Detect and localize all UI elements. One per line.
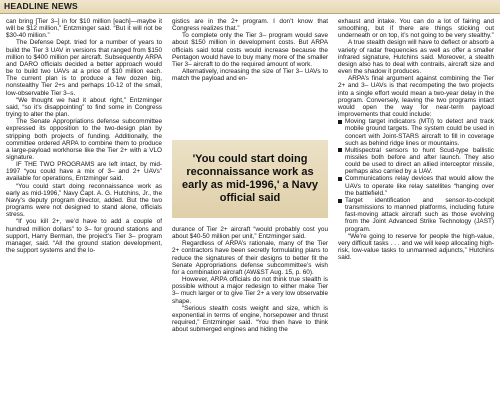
section-header-label: HEADLINE NEWS [4,1,78,11]
paragraph: “We thought we had it about right,” Entzminger said, “so it’s disappointing” to find some in Congress trying to alter the plan. [6,96,162,119]
paragraph: can bring [Tier 3–] in for $10 million [each]—maybe it will be $12 million,” Entzminger said. “But it will not be $30-40 million.” [6,18,162,40]
paragraph: IF THE TWO PROGRAMS are left intact, by mid-1997 “you could have a mix of 3– and 2+ UAVs” available for operations, Entzminger said. [6,161,162,183]
bullet-item [338,197,494,233]
paragraph: exhaust and intake. You can do a lot of fairing and smoothing, but if there are things sticking out underneath or on top, it’s not going to be very stealthy.” [338,18,494,40]
paragraph: “We’re going to reserve for people the high-value, very difficult tasks . . . and we will keep allocating high-risk, low-value tasks to unmanned adjuncts,” Hutchins said. [338,232,494,262]
section-header-band [0,0,500,14]
article-column-3 [338,18,494,406]
paragraph: “You could start doing reconnaissance work as early as mid-1996,” Navy Capt. A. G. Hutchins, Jr., the Navy’s deputy program director, added. But the two programs were not designed to stand alone, officials stress. [6,182,162,219]
article-column-2-top [172,18,328,136]
paragraph: “If you kill 2+, we’d have to add a couple of hundred million dollars” to 3– for ground stations and support, Harry Berman, the project’s Tier 3– program manager, said. “All the ground station development, the support systems and the lo- [6,218,162,254]
article-column-1 [6,18,162,406]
paragraph: A true stealth design will have to deflect or absorb a variety of radar frequencies as well as offer a smaller infrared signature, Hutchins said. Moreover, a stealth design also has to deal with contrails, aircraft size and even the shadow it produces. [338,39,494,76]
square-bullet-icon [338,120,342,124]
bullet-text: Moving target indicators (MTI) to detect and track mobile ground targets. The system could be used in concert with Joint-STARS aircraft to fill in coverage such as behind ridge lines or mountains. [345,118,494,147]
bullet-text: Communications relay devices that would allow the UAVs to operate like relay satellites “hanging over the battlefield.” [345,175,494,197]
bullet-text: Multispectral sensors to hunt Scud-type ballistic missiles both before and after launch. They also could be used to direct an allied interceptor missile, perhaps also carried by a UAV. [345,146,494,176]
paragraph: gistics are in the 2+ program. I don’t know that Congress realizes that.” [172,18,328,33]
paragraph: Alternatively, increasing the size of Tier 3– UAVs to match the payload and en- [172,68,328,83]
paragraph: “Serious stealth costs weight and size, which is exponential in terms of engine, horsepower and thrust required,” Entzminger said. “You then have to think about submerged engines and hiding the [172,304,328,334]
pull-quote-box [172,140,328,218]
square-bullet-icon [338,148,342,152]
paragraph: To complete only the Tier 3– program would save about $150 million in development costs. But ARPA officials said total costs would increase because the Pentagon would have to buy many more of the smaller Tier 3– aircraft to do the required amount of work. [172,32,328,68]
paragraph: Regardless of ARPA’s rationale, many of the Tier 2+ contractors have been secretly formulating plans to reduce the signatures of their designs to better fit the Senate Appropriations defense subcommittee’s wish for a combination aircraft (AW&ST Aug. 15, p. 60). [172,240,328,276]
paragraph: However, ARPA officials do not think true stealth is possible without a major redesign to either make Tier 3– much larger or to give Tier 2+ a very low observable shape. [172,276,328,305]
paragraph: The Senate Appropriations defense subcommittee expressed its opposition to the two-design plan by stripping both projects of funding. Additionally, the committee ordered ARPA to combine them to produce a large-payload workhorse like the Tier 2+ with a VLO signature. [6,118,162,161]
paragraph: durance of Tier 2+ aircraft “would probably cost you about $40-50 million per unit,” Entzminger said. [172,226,328,241]
pull-quote-text: 'You could start doing reconnaissance work as early as mid-1996,' a Navy official said [182,153,318,204]
paragraph: The Defense Dept. tried for a number of years to build the Tier 3 UAV in versions that ranged from $150 million to $400 million per aircraft. Subsequently ARPA and DARO officials decided a better approach would be to build two UAVs at a price of $10 million each. The current plan is to produce a few dozen big, nonstealthy Tier 2+s and perhaps 10-12 of the small, low-observable Tier 3–s. [6,39,162,97]
bullet-item [338,147,494,176]
square-bullet-icon [338,177,342,181]
square-bullet-icon [338,199,342,203]
bullet-item [338,118,494,147]
paragraph: ARPA’s final argument against combining the Tier 2+ and 3– UAVs is that recompeting the two projects into a single effort would mean a two-year delay in the program. Conversely, leaving the two programs intact would open the way for near-term payload improvements that could include: [338,75,494,119]
bullet-item [338,175,494,196]
bullet-text: Target identification and sensor-to-cockpit transmissions to manned platforms, including future fast-moving attack aircraft such as those evolving from the Joint Advanced Strike Technology (JAST) program. [345,196,494,233]
article-column-2-bottom [172,226,328,406]
